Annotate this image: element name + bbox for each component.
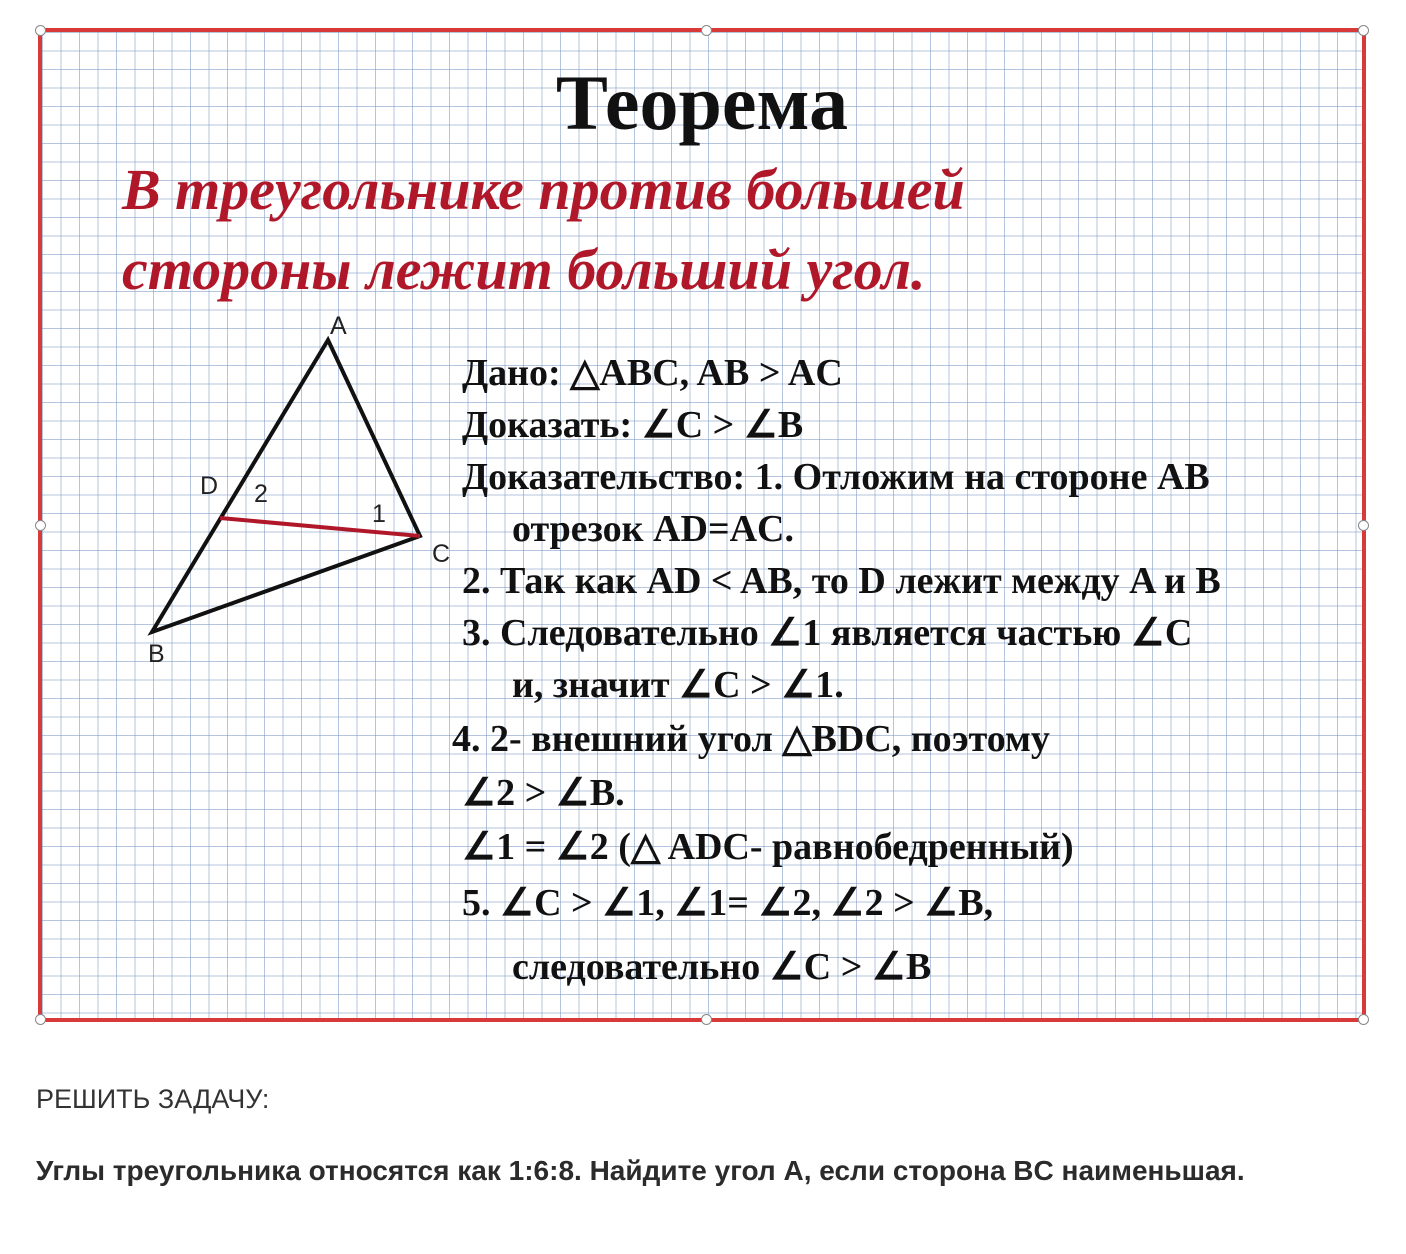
angle-label-1: 1 (372, 500, 386, 528)
task-label: РЕШИТЬ ЗАДАЧУ: (36, 1084, 270, 1114)
proof-step-3-cont: и, значит ∠C > ∠1. (512, 664, 844, 706)
vertex-label-b: B (148, 640, 165, 668)
task-text: Углы треугольника относятся как 1:6:8. Найдите угол A, если сторона BC наименьшая. (36, 1155, 1245, 1186)
theorem-slide (38, 28, 1366, 1022)
proof-given: Дано: △ABC, AB > AC (462, 352, 843, 394)
proof-step-3: 3. Следовательно ∠1 является частью ∠C (462, 612, 1193, 654)
triangle-abc (152, 340, 420, 632)
proof-step-5: 5. ∠C > ∠1, ∠1= ∠2, ∠2 > ∠B, (462, 882, 994, 924)
proof-to-prove: Доказать: ∠C > ∠B (462, 404, 804, 446)
segment-dc (220, 518, 420, 536)
proof-conclusion: следовательно ∠C > ∠B (512, 946, 932, 988)
proof-step-2: 2. Так как AD < AB, то D лежит между A и B (462, 560, 1221, 602)
vertex-label-d: D (200, 472, 219, 500)
theorem-title: Теорема (555, 59, 849, 146)
proof-step-1: Доказательство: 1. Отложим на стороне AB (462, 456, 1210, 498)
proof-step-4: 4. 2- внешний угол △BDC, поэтому (452, 718, 1050, 760)
angle-label-2: 2 (254, 480, 268, 508)
proof-step-4-cont: ∠2 > ∠B. (462, 772, 625, 814)
vertex-label-a: A (330, 312, 347, 340)
proof-step-4-equal: ∠1 = ∠2 (△ ADC- равнобедренный) (462, 826, 1074, 868)
vertex-label-c: C (432, 540, 451, 568)
statement-line-2: стороны лежит больший угол. (122, 237, 926, 302)
proof-step-1-cont: отрезок AD=AC. (512, 508, 794, 550)
statement-line-1: В треугольнике против большей (122, 157, 965, 222)
